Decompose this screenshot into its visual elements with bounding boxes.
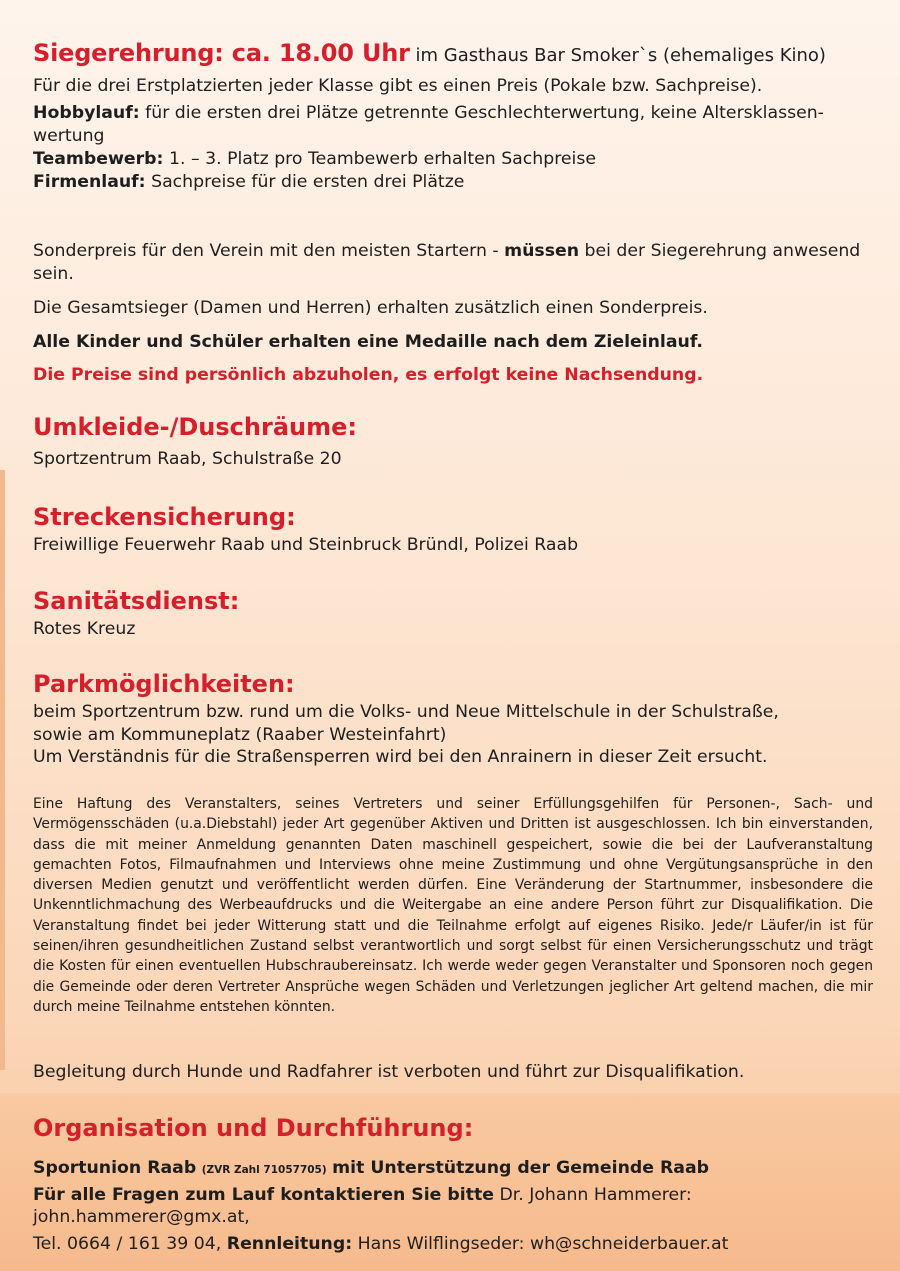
org-club: Sportunion Raab bbox=[33, 1157, 197, 1178]
sonderpreis-emphasis: müssen bbox=[504, 241, 580, 261]
org-zvr: (ZVR Zahl 71057705) bbox=[201, 1163, 327, 1176]
sani-text: Rotes Kreuz bbox=[33, 618, 136, 639]
teambewerb-line bbox=[33, 148, 873, 171]
org-club-line bbox=[33, 1157, 873, 1180]
sonderpreis-text-a: Sonderpreis für den Verein mit den meisten Startern - bbox=[33, 241, 505, 261]
teambewerb-label: Teambewerb: bbox=[33, 148, 164, 169]
left-edge-decoration bbox=[0, 470, 5, 1070]
org-support: mit Unterstützung der Gemeinde Raab bbox=[332, 1157, 709, 1178]
section-siegerehrung bbox=[33, 38, 873, 193]
org-contact-text: Dr. Johann Hammerer: john.hammerer@gmx.at, bbox=[33, 1184, 692, 1228]
org-contact-label: Für alle Fragen zum Lauf kontaktieren Sie bitte bbox=[33, 1184, 494, 1205]
org-heading: Organisation und Durchführung: bbox=[33, 1114, 474, 1142]
park-heading: Parkmöglichkeiten: bbox=[33, 670, 295, 698]
sonderpreis-text-b: bei der Siegerehrung anwesend sein. bbox=[33, 241, 861, 284]
firmenlauf-line bbox=[33, 171, 873, 194]
section-sanitaetsdienst bbox=[33, 587, 239, 641]
hobbylauf-text: für die ersten drei Plätze getrennte Geschlechterwertung, keine Altersklassen-wertung bbox=[33, 103, 824, 146]
firmenlauf-label: Firmenlauf: bbox=[33, 171, 146, 192]
org-renn-text: Hans Wilflingseder: wh@schneiderbauer.at bbox=[357, 1234, 729, 1255]
teambewerb-text: 1. – 3. Platz pro Teambewerb erhalten Sachpreise bbox=[168, 148, 596, 169]
haftung-disclaimer: Eine Haftung des Veranstalters, seines Vertreters und seiner Erfüllungsgehilfen für Personen-, Sach- und Vermögensschäden (u.a.Diebstahl) jeder Art gegenüber Aktiven und Dritten ist ausgeschlossen. Ich bin einverstanden, dass die mit meiner Anmeldung genannten Daten maschinell gespeichert, sowie die bei der Laufveranstaltung gemachten Fotos, Filmaufnahmen und Interviews ohne meine Zustimmung und ohne Vergütungsansprüche in den diversen Medien genutzt und veröffentlicht werden dürfen. Eine Veränderung der Startnummer, insbesondere die Unkenntlichmachung des Werbeaufdrucks und die Weitergabe an eine andere Person führt zur Disqualifikation. Die Veranstaltung findet bei jeder Witterung statt und die Teilnahme erfolgt auf eigenes Risiko. Jede/r Läufer/in ist für seinen/ihren gesundheitlichen Zustand selbst verantwortlich und sorgt selbst für einen Versicherungsschutz und trägt die Kosten für einen eventuellen Hubschraubereinsatz. Ich werde weder gegen Veranstalter und Sponsoren noch gegen die Gemeinde oder deren Vertreter Ansprüche wegen Schäden und Verletzungen jeglicher Art geltend machen, die mir durch meine Teilnahme entstehen könnten. bbox=[33, 796, 873, 1015]
sonderpreis-verein bbox=[33, 240, 873, 286]
umkleide-text: Sportzentrum Raab, Schulstraße 20 bbox=[33, 448, 342, 469]
preise-abholen-note: Die Preise sind persönlich abzuholen, es erfolgt keine Nachsendung. bbox=[33, 365, 704, 385]
org-contact-line bbox=[33, 1184, 873, 1230]
firmenlauf-text: Sachpreise für die ersten drei Plätze bbox=[151, 171, 465, 192]
siegerehrung-location: im Gasthaus Bar Smoker`s (ehemaliges Kino) bbox=[415, 45, 826, 66]
siegerehrung-title bbox=[33, 38, 873, 69]
section-parkmoeglichkeiten bbox=[33, 670, 873, 769]
section-organisation bbox=[33, 1114, 873, 1256]
park-line-2: sowie am Kommuneplatz (Raaber Westeinfahrt) bbox=[33, 724, 447, 745]
hobbylauf-label: Hobbylauf: bbox=[33, 103, 140, 124]
org-renn-label: Rennleitung: bbox=[226, 1234, 353, 1255]
strecke-heading: Streckensicherung: bbox=[33, 503, 296, 531]
gesamtsieger-note: Die Gesamtsieger (Damen und Herren) erhalten zusätzlich einen Sonderpreis. bbox=[33, 298, 708, 318]
org-tel-line bbox=[33, 1233, 873, 1256]
siegerehrung-heading: Siegerehrung: ca. 18.00 Uhr bbox=[33, 39, 410, 67]
section-streckensicherung bbox=[33, 503, 578, 557]
umkleide-heading: Umkleide-/Duschräume: bbox=[33, 413, 357, 441]
siegerehrung-intro: Für die drei Erstplatzierten jeder Klasse gibt es einen Preis (Pokale bzw. Sachpreise). bbox=[33, 76, 763, 97]
begleitung-note: Begleitung durch Hunde und Radfahrer ist verboten und führt zur Disqualifikation. bbox=[33, 1062, 745, 1082]
park-line-3: Um Verständnis für die Straßensperren wird bei den Anrainern in dieser Zeit ersucht. bbox=[33, 747, 768, 768]
kinder-medaille-note: Alle Kinder und Schüler erhalten eine Medaille nach dem Zieleinlauf. bbox=[33, 332, 703, 352]
sani-heading: Sanitätsdienst: bbox=[33, 587, 240, 615]
strecke-text: Freiwillige Feuerwehr Raab und Steinbruck Bründl, Polizei Raab bbox=[33, 534, 579, 555]
hobbylauf-line bbox=[33, 102, 873, 148]
park-line-1: beim Sportzentrum bzw. rund um die Volks- und Neue Mittelschule in der Schulstraße, bbox=[33, 701, 779, 722]
section-umkleide bbox=[33, 413, 357, 471]
org-tel: Tel. 0664 / 161 39 04, bbox=[33, 1234, 222, 1255]
